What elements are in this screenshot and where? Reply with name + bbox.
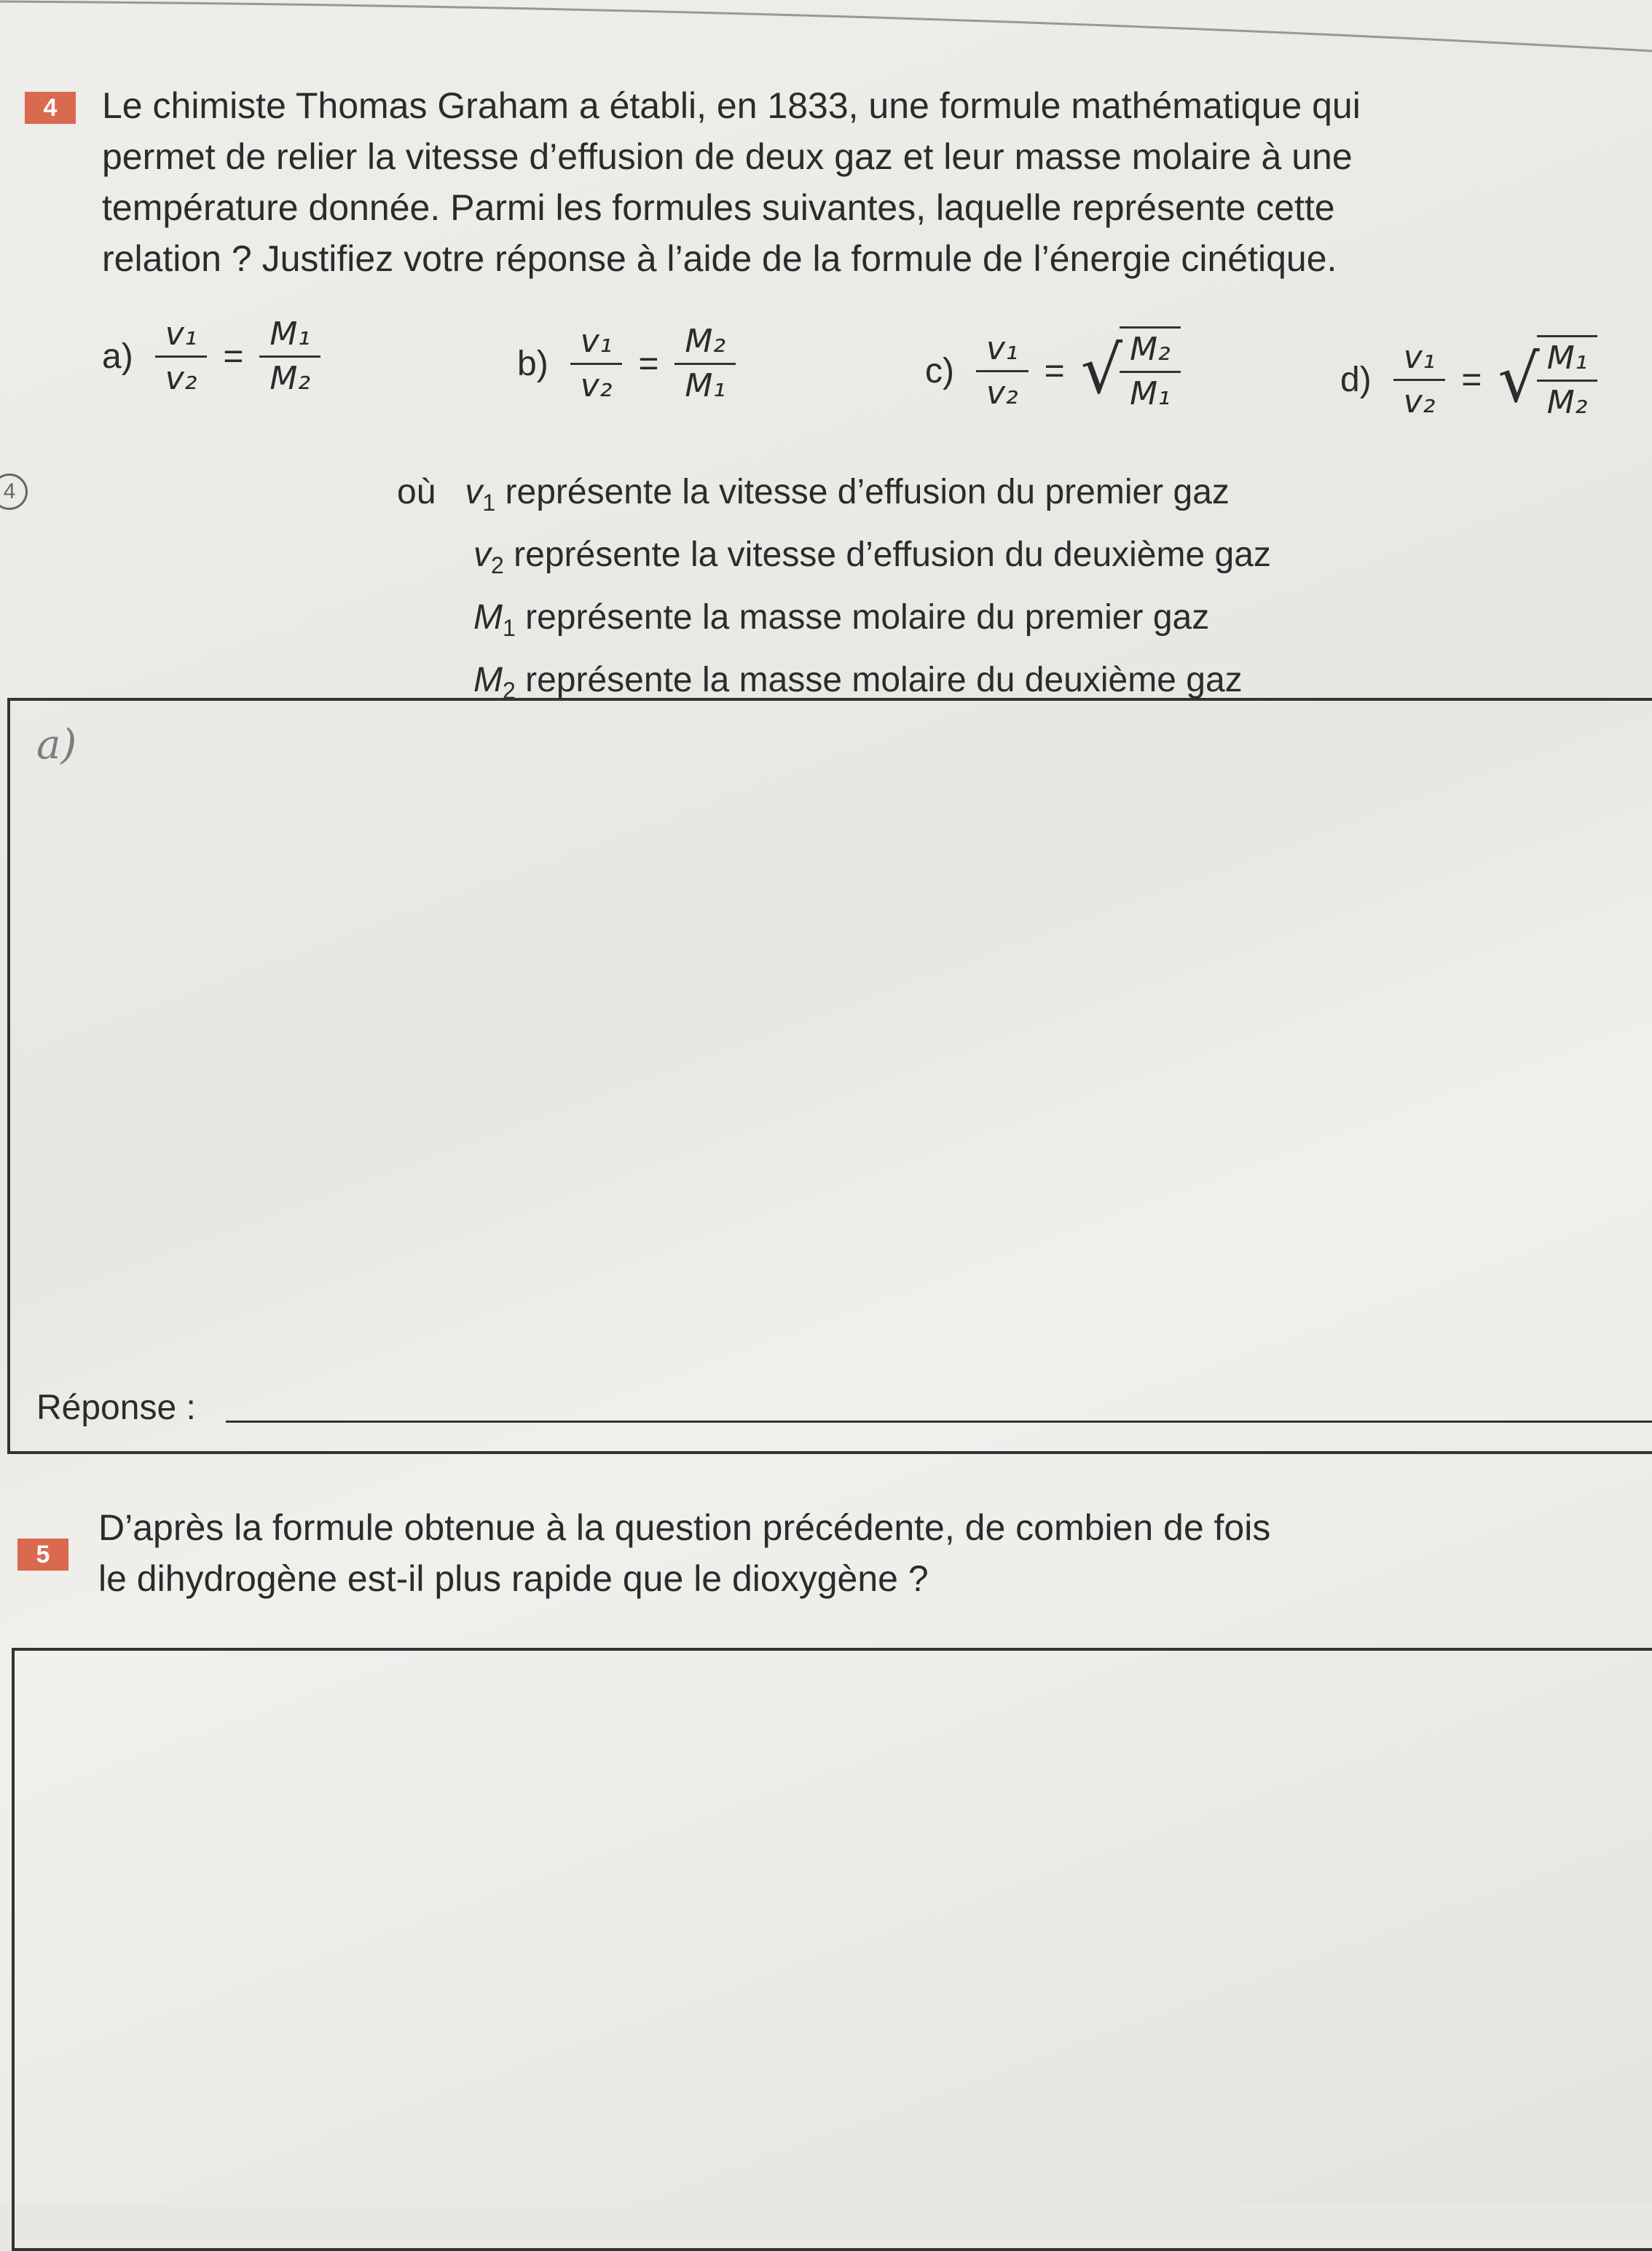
definition-3-symbol: M	[473, 598, 503, 637]
question-4-line-4: relation ? Justifiez votre réponse à l’aide de la formule de l’énergie cinétique.	[102, 238, 1337, 279]
definition-3	[397, 592, 1271, 654]
option-c-lhs-num: v₁	[976, 328, 1028, 372]
option-b-rhs	[674, 321, 736, 407]
option-d-lhs	[1393, 337, 1446, 423]
definition-1-symbol: v	[465, 473, 483, 511]
question-4-number: 4	[43, 93, 58, 122]
option-d-lhs-den: v₂	[1403, 382, 1436, 420]
option-c-lhs-den: v₂	[986, 374, 1018, 412]
definition-1-text: représente la vitesse d’effusion du premier gaz	[505, 473, 1230, 511]
definition-3-text: représente la masse molaire du premier gaz	[525, 598, 1210, 637]
definition-2-text: représente la vitesse d’effusion du deuxième gaz	[514, 535, 1271, 574]
question-5-badge	[17, 1539, 68, 1571]
option-b-rhs-num: M₂	[674, 321, 736, 365]
question-4-answer-box[interactable]	[7, 698, 1652, 1454]
question-4-badge	[25, 92, 76, 124]
option-c-lhs	[976, 328, 1028, 415]
option-b-lhs-den: v₂	[580, 367, 613, 404]
option-c-rhs-num: M₂	[1120, 329, 1181, 373]
option-a-rhs-den: M₂	[270, 360, 311, 397]
option-a-lhs	[155, 313, 208, 400]
sqrt-symbol: √	[1498, 341, 1540, 417]
option-a-rhs-num: M₁	[259, 313, 320, 358]
option-a-letter: a)	[102, 337, 133, 376]
question-5-answer-box[interactable]	[12, 1648, 1652, 2251]
option-b-equals: =	[638, 345, 659, 383]
option-b-rhs-den: M₁	[685, 367, 726, 404]
definition-4-text: représente la masse molaire du deuxième gaz	[525, 661, 1243, 699]
definition-2-subscript: 2	[491, 552, 504, 578]
option-a-lhs-den: v₂	[165, 360, 197, 397]
option-d-letter: d)	[1340, 360, 1372, 399]
option-a-rhs	[259, 313, 320, 400]
reponse-label: Réponse :	[36, 1388, 196, 1427]
definition-4-symbol: M	[473, 661, 503, 699]
question-5-line-2: le dihydrogène est-il plus rapide que le dioxygène ?	[98, 1558, 929, 1599]
option-c-rhs	[1120, 329, 1181, 415]
question-4-text	[102, 80, 1559, 284]
option-a	[102, 313, 320, 400]
page-edge-curve	[0, 0, 1652, 87]
option-b	[517, 321, 736, 407]
definitions-intro: où	[397, 473, 436, 511]
option-c-equals: =	[1044, 351, 1065, 390]
option-c	[925, 326, 1181, 415]
handwritten-answer: a)	[36, 721, 77, 769]
option-d-rhs-den: M₂	[1546, 384, 1588, 421]
option-c-rhs-den: M₁	[1130, 375, 1171, 412]
option-b-letter: b)	[517, 345, 548, 383]
option-c-letter: c)	[925, 351, 954, 390]
definition-3-subscript: 1	[502, 615, 516, 641]
option-d-equals: =	[1461, 360, 1482, 399]
question-4-line-3: température donnée. Parmi les formules suivantes, laquelle représente cette	[102, 187, 1335, 228]
definition-2	[397, 529, 1271, 592]
definition-2-symbol: v	[473, 535, 491, 574]
option-c-sqrt	[1081, 326, 1181, 415]
definition-1	[397, 466, 1271, 529]
option-b-lhs	[570, 321, 623, 407]
definitions-block	[397, 466, 1271, 717]
option-d-rhs-num: M₁	[1537, 337, 1598, 382]
question-4-line-2: permet de relier la vitesse d’effusion de deux gaz et leur masse molaire à une	[102, 136, 1353, 177]
definition-4-subscript: 2	[502, 677, 516, 704]
option-d	[1340, 335, 1597, 424]
option-a-equals: =	[223, 337, 244, 376]
option-d-sqrt	[1498, 335, 1597, 424]
option-b-lhs-num: v₁	[570, 321, 623, 365]
question-4-line-1: Le chimiste Thomas Graham a établi, en 1833, une formule mathématique qui	[102, 85, 1361, 126]
question-5-text	[98, 1502, 1555, 1604]
sqrt-symbol: √	[1080, 332, 1123, 409]
option-d-lhs-num: v₁	[1393, 337, 1446, 381]
question-5-number: 5	[36, 1540, 50, 1568]
option-a-lhs-num: v₁	[155, 313, 208, 358]
margin-circle-mark: 4	[0, 474, 28, 510]
definition-1-subscript: 1	[482, 490, 496, 516]
question-5-line-1: D’après la formule obtenue à la question précédente, de combien de fois	[98, 1507, 1271, 1548]
option-d-rhs	[1537, 337, 1598, 424]
reponse-line[interactable]	[226, 1421, 1652, 1423]
